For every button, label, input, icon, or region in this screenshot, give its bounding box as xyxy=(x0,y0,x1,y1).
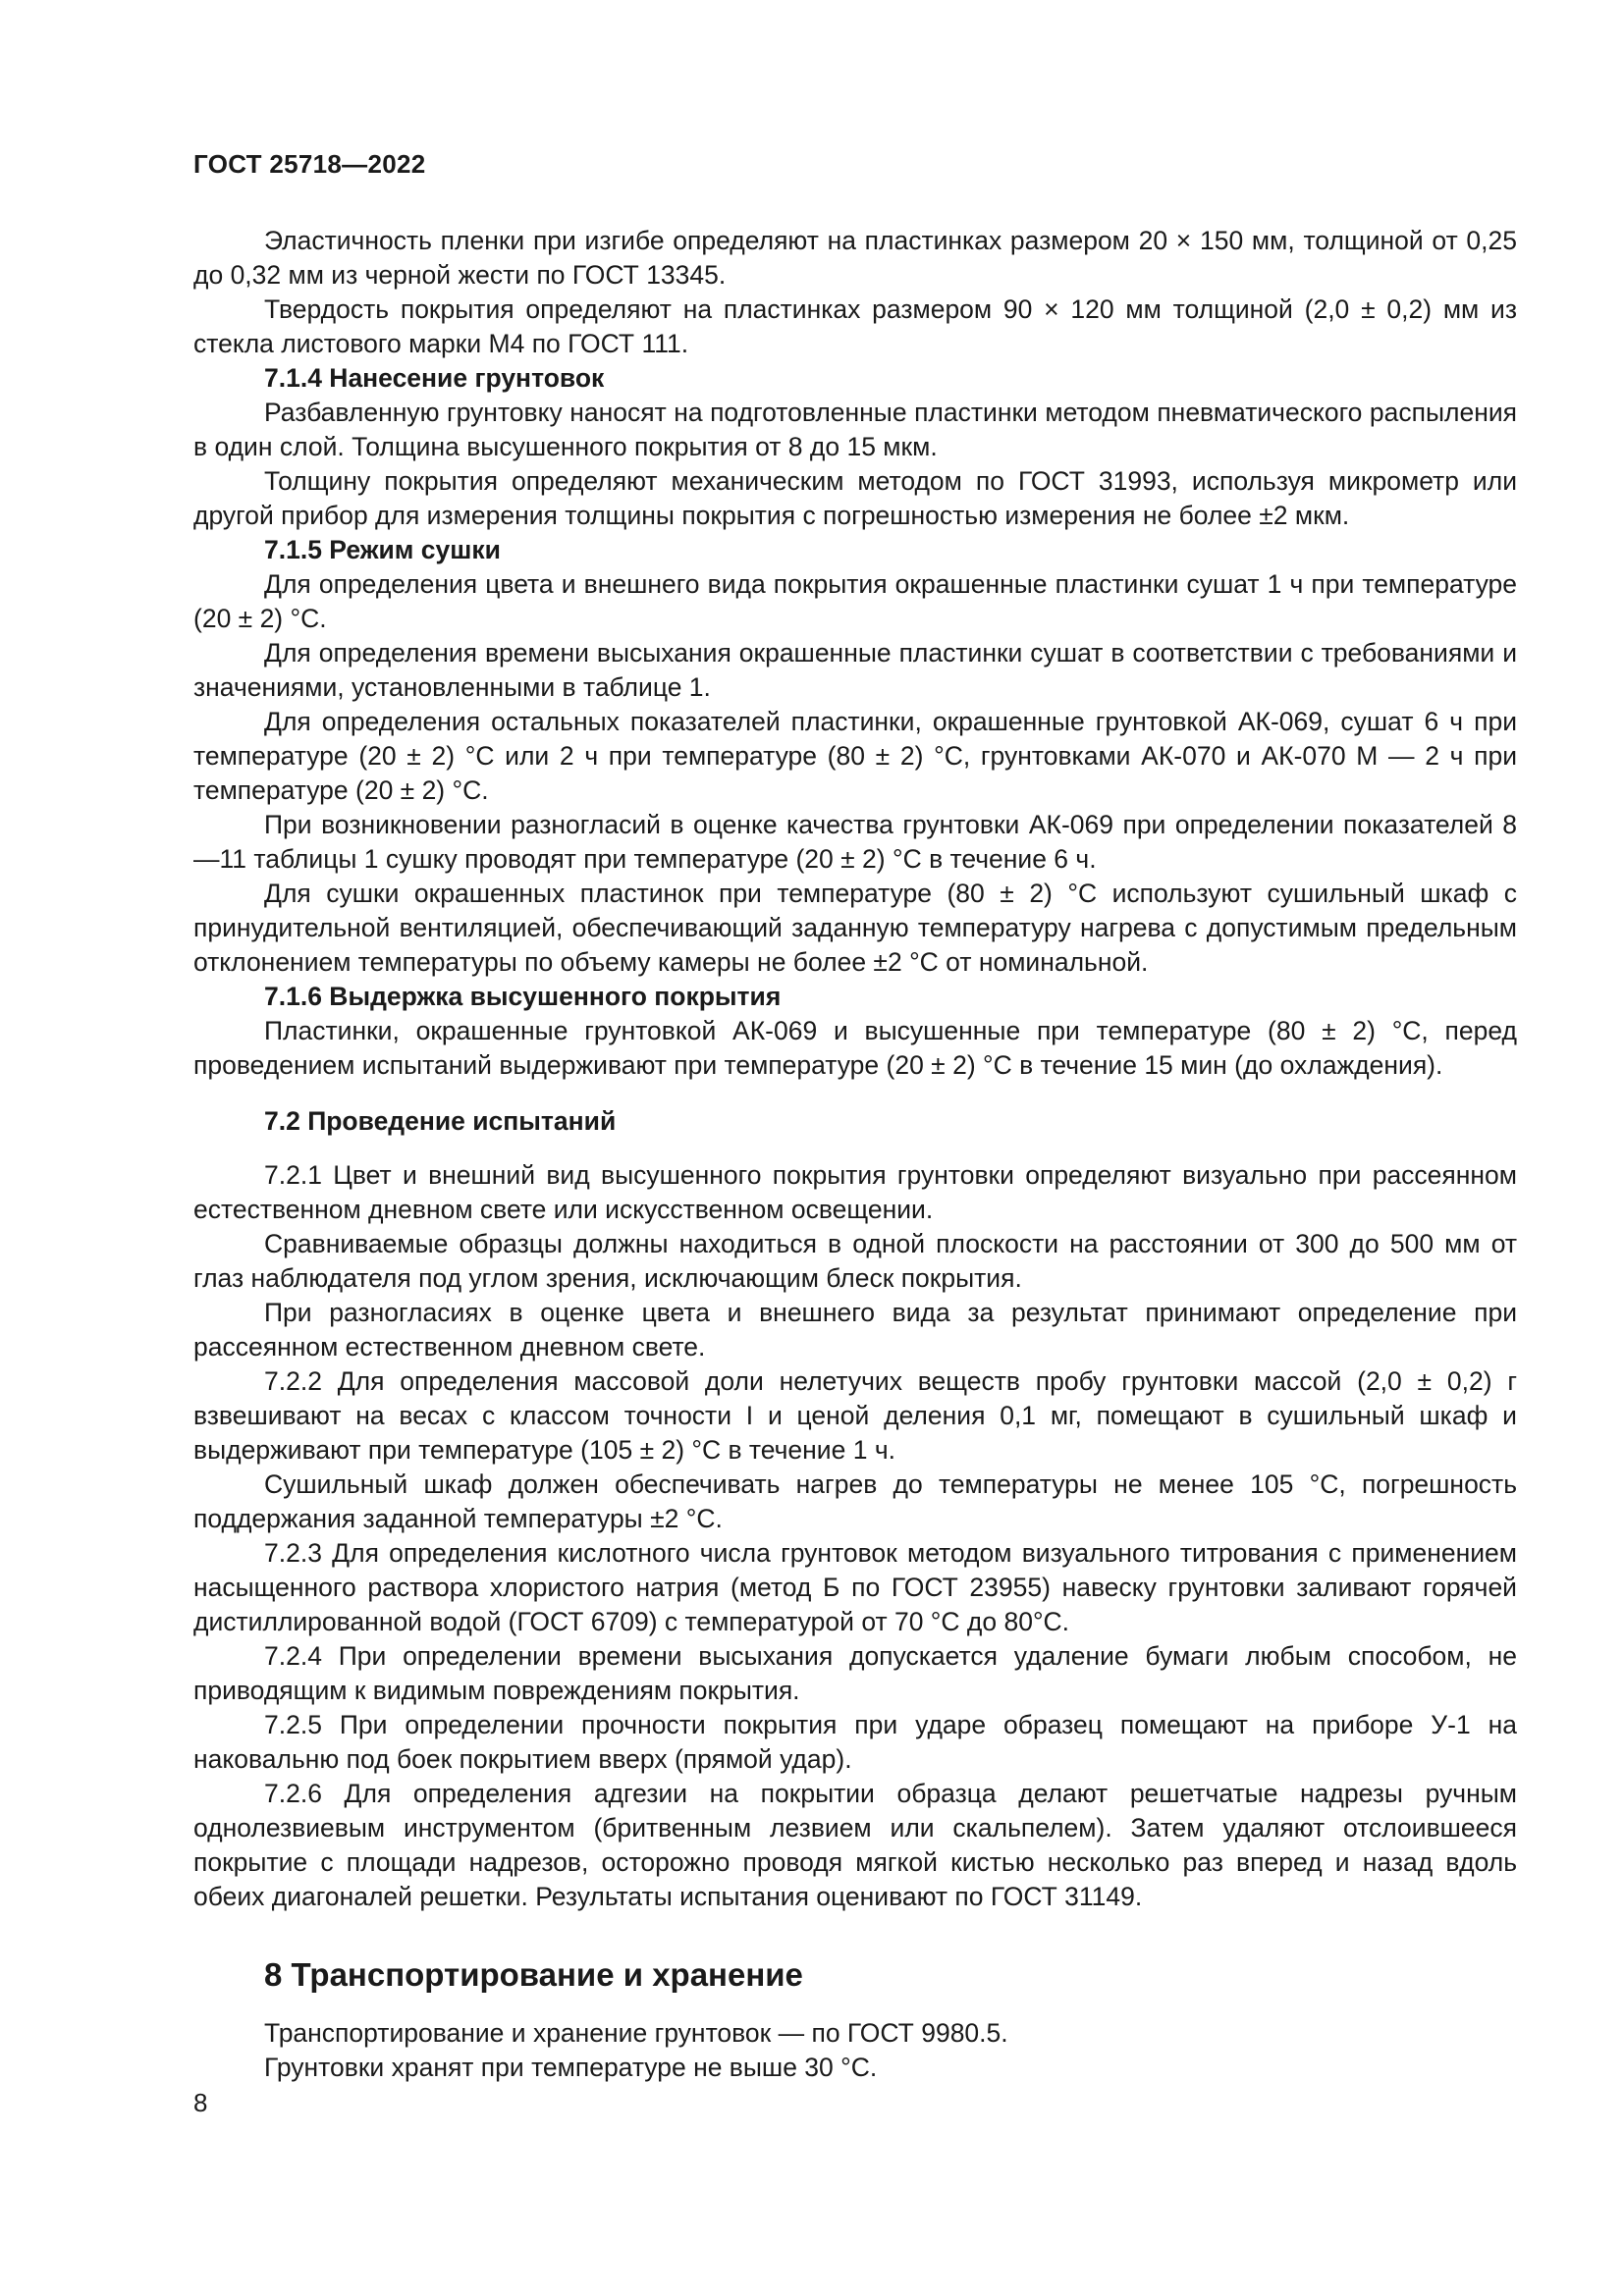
paragraph: Грунтовки хранят при температуре не выше 30 °С. xyxy=(264,2053,878,2082)
page-number: 8 xyxy=(193,2088,208,2117)
paragraph: Для определения цвета и внешнего вида покрытия окрашенные пластинки сушат 1 ч при температуре (20 ± 2) °С. xyxy=(193,569,1517,633)
paragraph: Разбавленную грунтовку наносят на подготовленные пластинки методом пневматического распыления в один слой. Толщина высушенного покрытия от 8 до 15 мкм. xyxy=(193,398,1517,461)
subsection-heading-7-1-4: 7.1.4 Нанесение грунтовок xyxy=(264,363,605,393)
paragraph: Толщину покрытия определяют механическим методом по ГОСТ 31993, используя микрометр или другой прибор для измерения толщины покрытия с погрешностью измерения не более ±2 мкм. xyxy=(193,466,1517,530)
section-heading-8: 8 Транспортирование и хранение xyxy=(264,1956,803,1993)
paragraph: При разногласиях в оценке цвета и внешнего вида за результат принимают определение при рассеянном естественном дневном свете. xyxy=(193,1298,1517,1362)
subsection-heading-7-1-6: 7.1.6 Выдержка высушенного покрытия xyxy=(264,982,782,1011)
paragraph: Для сушки окрашенных пластинок при температуре (80 ± 2) °С используют сушильный шкаф с принудительной вентиляцией, обеспечивающий заданную температуру нагрева с допустимым предельным отклонением температуры по объему камеры не более ±2 °С от номинальной. xyxy=(193,879,1517,977)
paragraph: 7.2.5 При определении прочности покрытия при ударе образец помещают на приборе У-1 на наковальню под боек покрытием вверх (прямой удар). xyxy=(193,1710,1517,1774)
paragraph: 7.2.2 Для определения массовой доли нелетучих веществ пробу грунтовки массой (2,0 ± 0,2) г взвешивают на весах с классом точности I и ценой деления 0,1 мг, помещают в сушильный шкаф и выдерживают при температуре (105 ± 2) °С в течение 1 ч. xyxy=(193,1366,1517,1465)
document-body xyxy=(193,224,1517,2085)
document-header: ГОСТ 25718—2022 xyxy=(193,149,426,179)
paragraph: Пластинки, окрашенные грунтовкой АК-069 и высушенные при температуре (80 ± 2) °С, перед проведением испытаний выдерживают при температуре (20 ± 2) °С в течение 15 мин (до охлаждения). xyxy=(193,1016,1517,1080)
paragraph: 7.2.3 Для определения кислотного числа грунтовок методом визуального титрования с применением насыщенного раствора хлористого натрия (метод Б по ГОСТ 23955) навеску грунтовки заливают горячей дистиллированной водой (ГОСТ 6709) с температурой от 70 °С до 80°С. xyxy=(193,1538,1517,1636)
section-heading-7-2: 7.2 Проведение испытаний xyxy=(264,1106,617,1136)
paragraph: 7.2.4 При определении времени высыхания допускается удаление бумаги любым способом, не приводящим к видимым повреждениям покрытия. xyxy=(193,1641,1517,1705)
paragraph: 7.2.1 Цвет и внешний вид высушенного покрытия грунтовки определяют визуально при рассеянном естественном дневном свете или искусственном освещении. xyxy=(193,1160,1517,1224)
paragraph: Транспортирование и хранение грунтовок — по ГОСТ 9980.5. xyxy=(264,2018,1008,2048)
paragraph: Сушильный шкаф должен обеспечивать нагрев до температуры не менее 105 °С, погрешность поддержания заданной температуры ±2 °С. xyxy=(193,1469,1517,1533)
paragraph: Сравниваемые образцы должны находиться в одной плоскости на расстоянии от 300 до 500 мм от глаз наблюдателя под углом зрения, исключающим блеск покрытия. xyxy=(193,1229,1517,1293)
paragraph: Для определения остальных показателей пластинки, окрашенные грунтовкой АК-069, сушат 6 ч при температуре (20 ± 2) °С или 2 ч при температуре (80 ± 2) °С, грунтовками АК-070 и АК-070 М — 2 ч при температуре (20 ± 2) °С. xyxy=(193,707,1517,805)
paragraph: Твердость покрытия определяют на пластинках размером 90 × 120 мм толщиной (2,0 ± 0,2) мм из стекла листового марки М4 по ГОСТ 111. xyxy=(193,294,1517,358)
subsection-heading-7-1-5: 7.1.5 Режим сушки xyxy=(264,535,501,564)
paragraph: Эластичность пленки при изгибе определяют на пластинках размером 20 × 150 мм, толщиной от 0,25 до 0,32 мм из черной жести по ГОСТ 13345. xyxy=(193,226,1517,290)
paragraph: 7.2.6 Для определения адгезии на покрытии образца делают решетчатые надрезы ручным однолезвиевым инструментом (бритвенным лезвием или скальпелем). Затем удаляют отслоившееся покрытие с площади надрезов, осторожно проводя мягкой кистью несколько раз вперед и назад вдоль обеих диагоналей решетки. Результаты испытания оценивают по ГОСТ 31149. xyxy=(193,1779,1517,1911)
paragraph: При возникновении разногласий в оценке качества грунтовки АК-069 при определении показателей 8—11 таблицы 1 сушку проводят при температуре (20 ± 2) °С в течение 6 ч. xyxy=(193,810,1517,874)
paragraph: Для определения времени высыхания окрашенные пластинки сушат в соответствии с требованиями и значениями, установленными в таблице 1. xyxy=(193,638,1517,702)
